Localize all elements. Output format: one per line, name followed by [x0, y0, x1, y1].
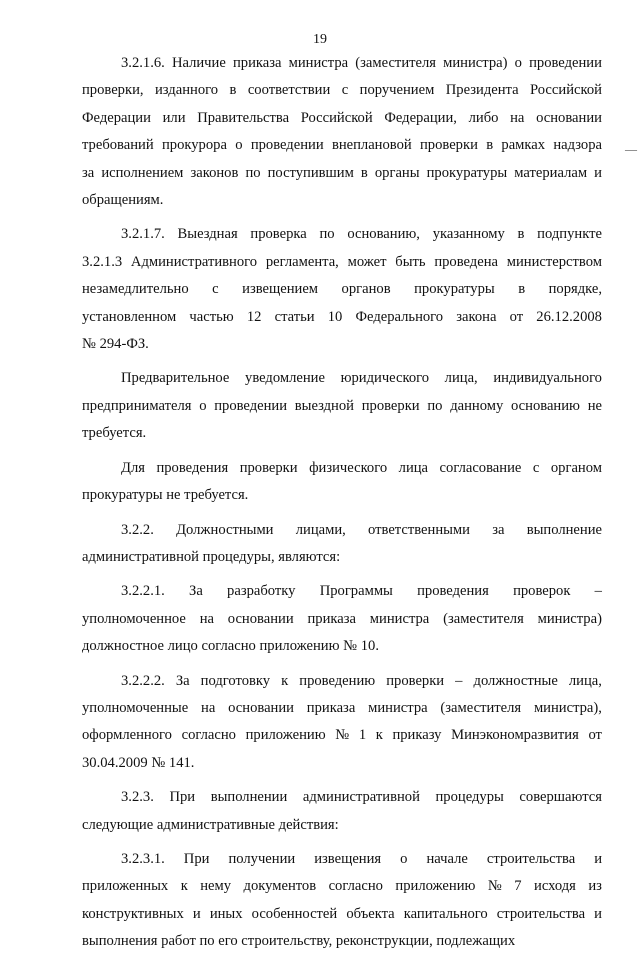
paragraph-p3221 [82, 578, 602, 660]
text-line: 3.2.1.3 Административного регламента, может быть проведена министерством [82, 253, 602, 270]
paragraph-p323 [82, 784, 602, 839]
text-line: административной процедуры, являются: [82, 548, 341, 565]
text-line: конструктивных и иных особенностей объекта капитального строительства и [82, 905, 602, 922]
document-body [82, 50, 602, 956]
text-line: установленном частью 12 статьи 10 Федерального закона от 26.12.2008 [82, 308, 602, 325]
text-line: Для проведения проверки физического лица согласование с органом [121, 459, 602, 476]
text-line: 3.2.1.7. Выездная проверка по основанию, указанному в подпункте [121, 226, 602, 243]
margin-mark: — [625, 142, 637, 156]
paragraph-p3217 [82, 221, 602, 358]
text-line: уполномоченное на основании приказа министра (заместителя министра) [82, 610, 602, 627]
text-line: 3.2.3.1. При получении извещения о начале строительства и [121, 850, 602, 867]
text-line: уполномоченные на основании приказа министра (заместителя министра), [82, 699, 602, 716]
text-line: приложенных к нему документов согласно приложению № 7 исходя из [82, 878, 602, 895]
paragraph-p3222 [82, 668, 602, 778]
paragraph-p-individual [82, 455, 602, 510]
text-line: 3.2.1.6. Наличие приказа министра (заместителя министра) о проведении [121, 55, 602, 71]
text-line: Предварительное уведомление юридического лица, индивидуального [121, 370, 602, 387]
paragraph-p322 [82, 517, 602, 572]
page-number: 19 [313, 32, 327, 47]
text-line: обращениям. [82, 192, 164, 209]
text-line: незамедлительно с извещением органов прокуратуры в порядке, [82, 281, 602, 298]
text-line: следующие административные действия: [82, 816, 339, 833]
text-line: 3.2.2. Должностными лицами, ответственными за выполнение [121, 521, 602, 538]
text-line: 3.2.2.1. За разработку Программы проведения проверок – [121, 583, 602, 600]
text-line: 30.04.2009 № 141. [82, 754, 195, 771]
text-line: требований прокурора о проведении внеплановой проверки в рамках надзора [82, 137, 602, 154]
text-line: предпринимателя о проведении выездной проверки по данному основанию не [82, 397, 602, 414]
paragraph-p3216 [82, 50, 602, 214]
text-line: выполнения работ по его строительству, реконструкции, подлежащих [82, 933, 516, 950]
paragraph-p-notice [82, 365, 602, 447]
paragraph-p3231 [82, 846, 602, 956]
text-line: требуется. [82, 425, 147, 442]
text-line: № 294-ФЗ. [82, 336, 149, 353]
text-line: 3.2.3. При выполнении административной процедуры совершаются [121, 789, 602, 806]
text-line: Федерации или Правительства Российской Федерации, либо на основании [82, 109, 602, 126]
text-line: прокуратуры не требуется. [82, 487, 249, 504]
text-line: за исполнением законов по поступившим в органы прокуратуры материалам и [82, 164, 602, 181]
text-line: 3.2.2.2. За подготовку к проведению проверки – должностные лица, [121, 672, 602, 689]
text-line: оформленного согласно приложению № 1 к приказу Минэкономразвития от [82, 727, 602, 744]
text-line: должностное лицо согласно приложению № 10. [82, 638, 379, 655]
text-line: проверки, изданного в соответствии с поручением Президента Российской [82, 82, 602, 99]
